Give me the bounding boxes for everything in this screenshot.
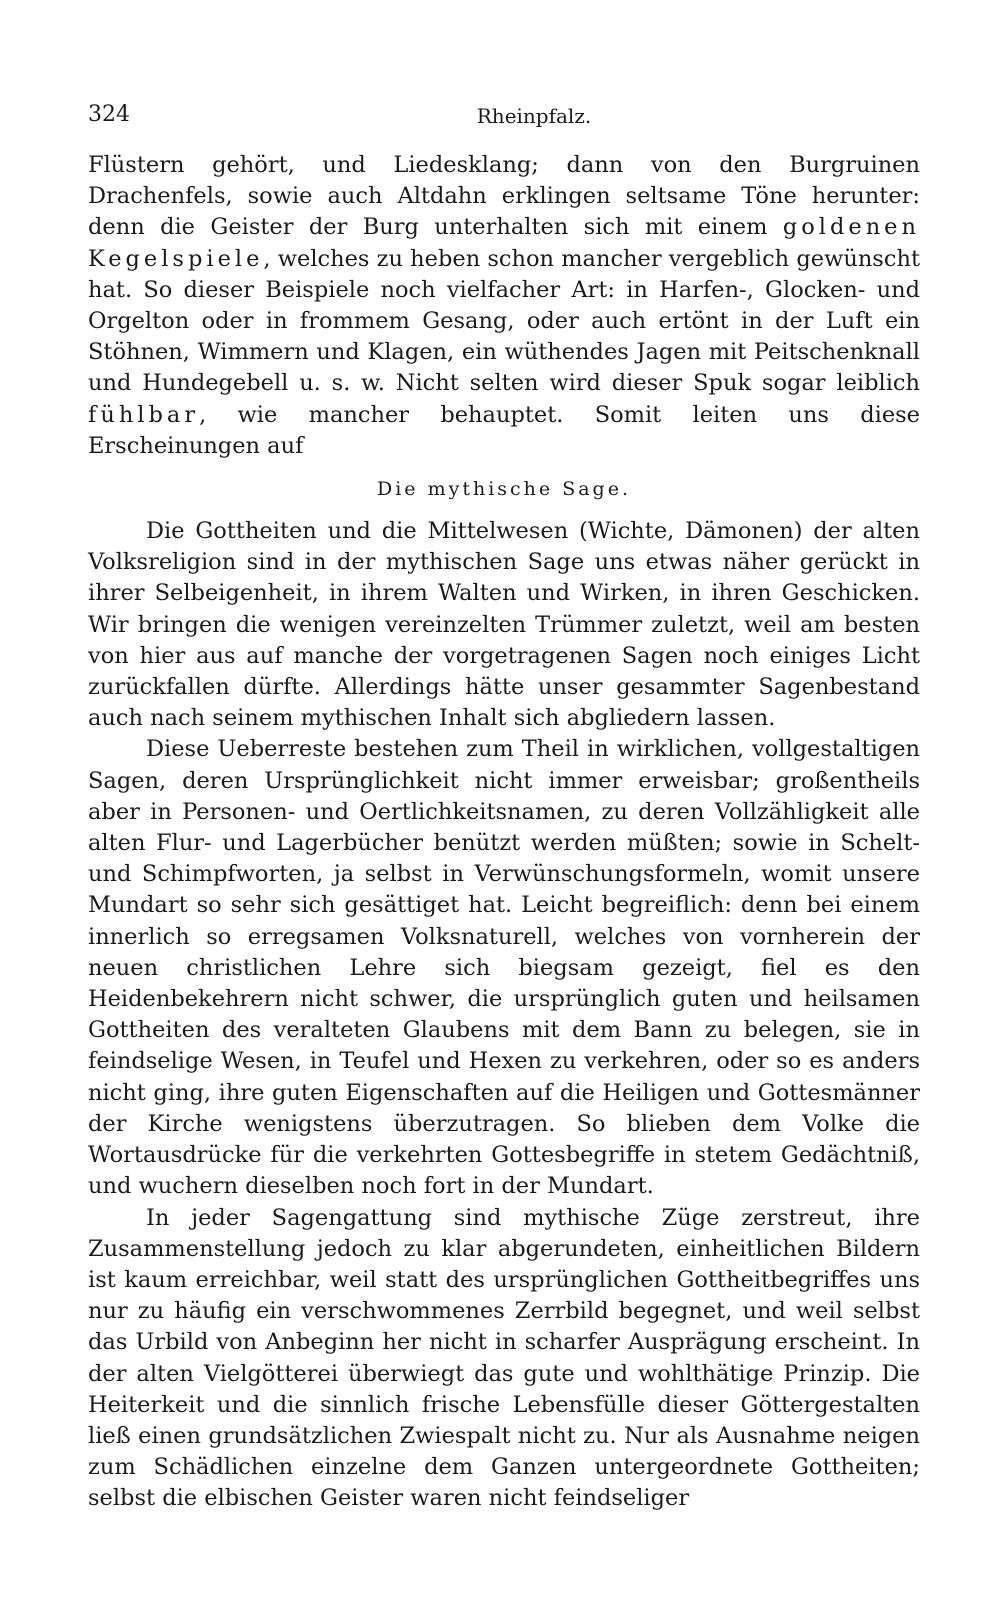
page-header [88, 100, 920, 136]
intro-paragraph [88, 150, 920, 462]
emphasis-fuehlbar: fühlbar [88, 401, 200, 428]
section-heading: Die mythische Sage. [377, 478, 631, 501]
emphasis-goldenen-kegelspiele: goldenen Kegelspiele [88, 214, 920, 272]
running-title: Rheinpfalz. [476, 104, 592, 128]
paragraph-1: Die Gottheiten und die Mittelwesen (Wichte, Dämonen) der alten Volksreligion sind in der mythischen Sage uns etwas näher gerückt in ihrer Selbeigenheit, in ihrem Walten und Wirken, in ihren Geschicken. Wir bringen die wenigen vereinzelten Trümmer zuletzt, weil am besten von hier aus auf manche der vorgetragenen Sagen noch einiges Licht zurückfallen dürfte. Allerdings hätte unser gesammter Sagenbestand auch nach seinem mythischen Inhalt sich abgliedern lassen. [88, 518, 920, 732]
paragraph-3: In jeder Sagengattung sind mythische Züge zerstreut, ihre Zusammenstellung jedoch zu klar abgerundeten, einheitlichen Bildern ist kaum erreichbar, weil statt des ursprünglichen Gottheitbegriffes uns nur zu häufig ein verschwommenes Zerrbild begegnet, und weil selbst das Urbild von Anbeginn her nicht in scharfer Ausprägung erscheint. In der alten Vielgötterei überwiegt das gute und wohlthätige Prinzip. Die Heiterkeit und die sinnlich frische Lebensfülle dieser Göttergestalten ließ einen grundsätzlichen Zwiespalt nicht zu. Nur als Ausnahme neigen zum Schädlichen einzelne dem Ganzen untergeordnete Gottheiten; selbst die elbischen Geister waren nicht feindseliger [88, 1204, 920, 1512]
intro-text-3: , wie mancher behauptet. Somit leiten uns diese Erscheinungen auf [88, 401, 920, 459]
intro-text-2: , welches zu heben schon mancher vergeblich gewünscht hat. So dieser Beispiele noch vielfacher Art: in Harfen-, Glocken- und Orgelton oder in frommem Gesang, oder auch ertönt in der Luft ein Stöhnen, Wimmern und Klagen, ein wüthendes Jagen mit Peitschenknall und Hundegebell u. s. w. Nicht selten wird dieser Spuk sogar leiblich [88, 245, 920, 397]
body-text [88, 150, 920, 1515]
intro-text-1: Flüstern gehört, und Liedesklang; dann von den Burgruinen Drachenfels, sowie auch Altdahn erklingen seltsame Töne herunter: denn die Geister der Burg unterhalten sich mit einem [88, 152, 920, 241]
page-number: 324 [88, 102, 130, 127]
paragraph-2: Diese Ueberreste bestehen zum Theil in wirklichen, vollgestaltigen Sagen, deren Ursprünglichkeit nicht immer erweisbar; großentheils aber in Personen- und Oertlichkeitsnamen, zu deren Vollzähligkeit alle alten Flur- und Lagerbücher benützt werden müßten; sowie in Schelt- und Schimpfworten, ja selbst in Verwünschungsformeln, womit unsere Mundart so sehr sich gesättiget hat. Leicht begreiflich: denn bei einem innerlich so erregsamen Volksnaturell, welches von vornherein der neuen christlichen Lehre sich biegsam gezeigt, fiel es den Heidenbekehrern nicht schwer, die ursprünglich guten und heilsamen Gottheiten des veralteten Glaubens mit dem Bann zu belegen, sie in feindselige Wesen, in Teufel und Hexen zu verkehren, oder so es anders nicht ging, ihre guten Eigenschaften auf die Heiligen und Gottesmänner der Kirche wenigstens überzutragen. So blieben dem Volke die Wortausdrücke für die verkehrten Gottesbegriffe in stetem Gedächtniß, und wuchern dieselben noch fort in der Mundart. [88, 736, 920, 1200]
